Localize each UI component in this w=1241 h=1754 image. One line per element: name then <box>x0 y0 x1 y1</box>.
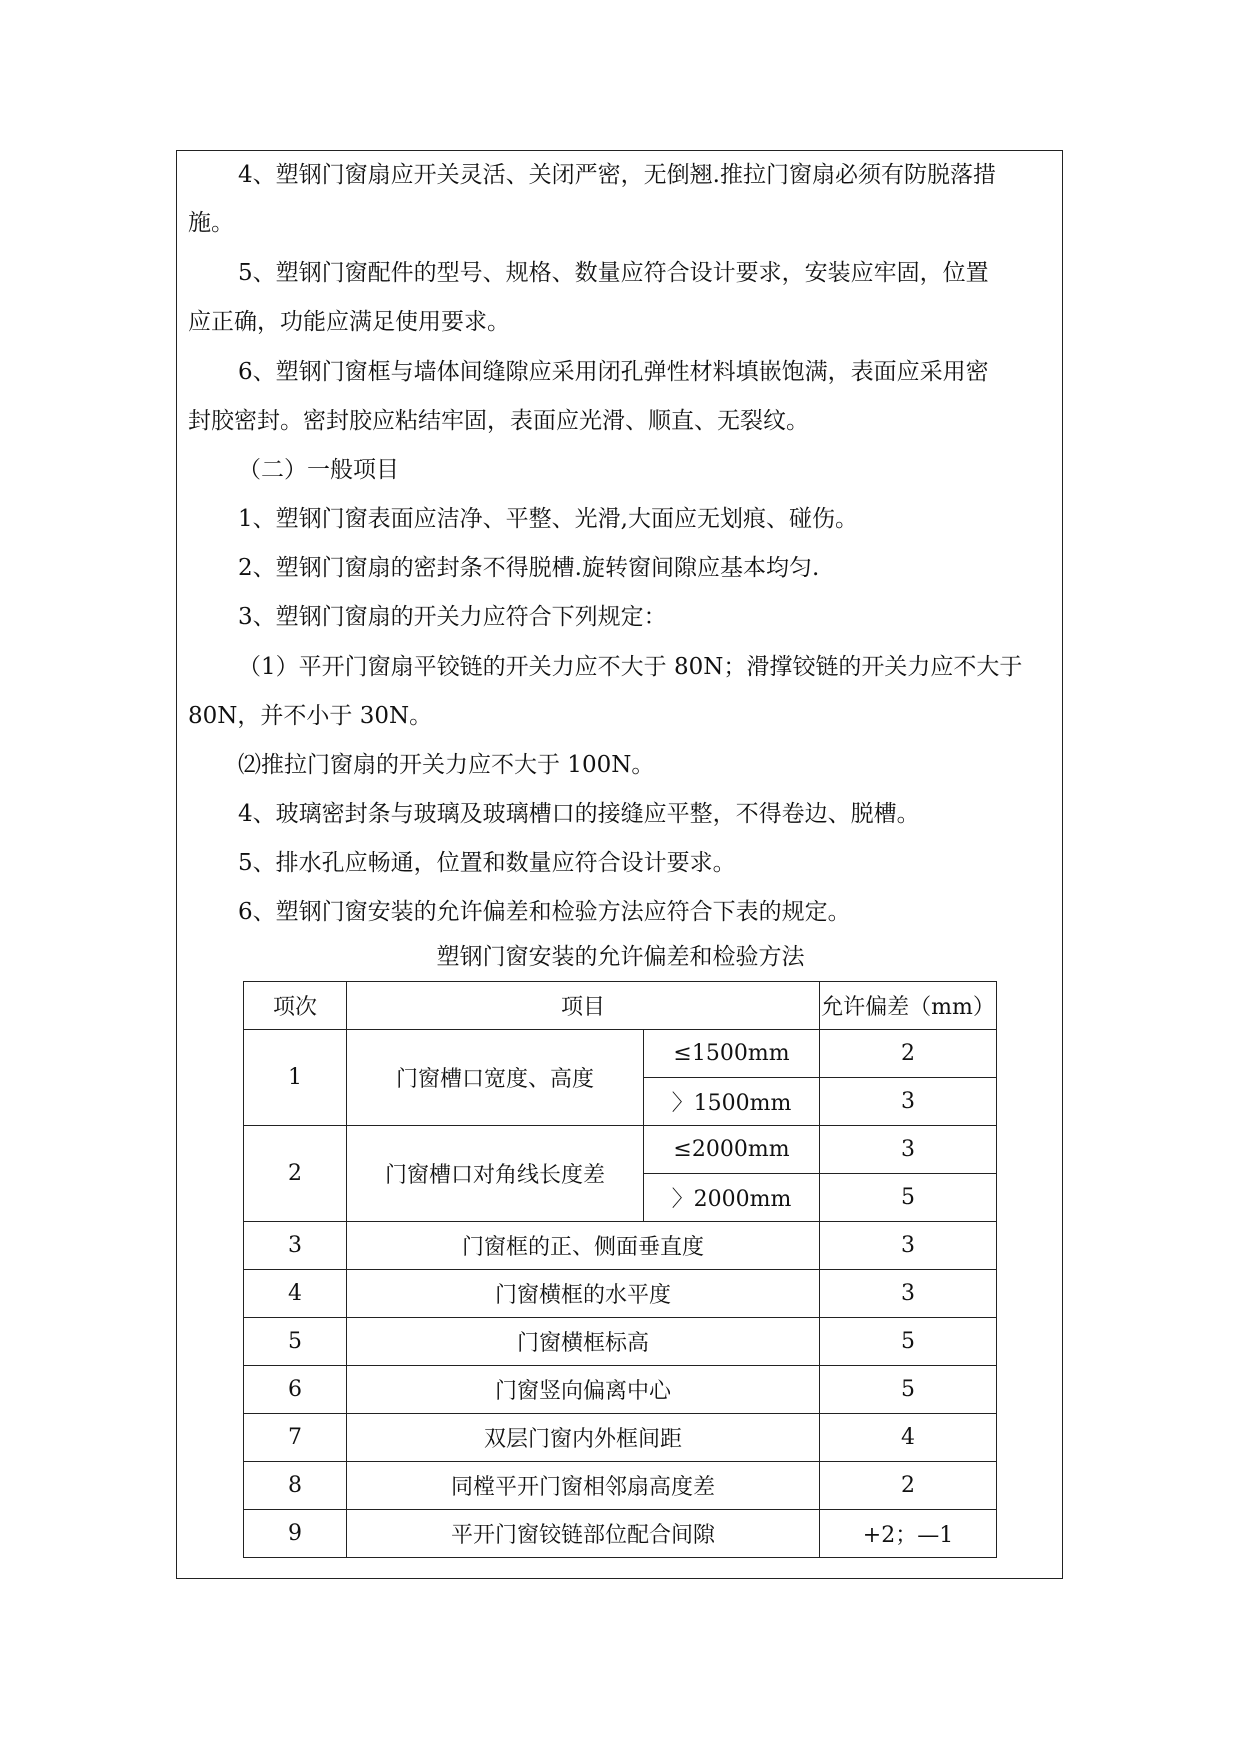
table-row <box>244 1462 997 1510</box>
row-value: 3 <box>820 1078 997 1126</box>
table-row <box>244 1030 997 1078</box>
row-item: 双层门窗内外框间距 <box>347 1414 820 1462</box>
section-heading: （二）一般项目 <box>238 457 399 483</box>
table-header-row <box>244 982 997 1030</box>
row-item: 门窗框的正、侧面垂直度 <box>347 1222 820 1270</box>
general-item-3-1-line-2: 80N，并不小于 30N。 <box>188 703 433 729</box>
row-condition: 〉2000mm <box>644 1174 820 1222</box>
general-item-6: 6、塑钢门窗安装的允许偏差和检验方法应符合下表的规定。 <box>238 899 851 925</box>
general-item-4: 4、玻璃密封条与玻璃及玻璃槽口的接缝应平整，不得卷边、脱槽。 <box>238 801 920 827</box>
paragraph-4-line-1: 4、塑钢门窗扇应开关灵活、关闭严密，无倒翘.推拉门窗扇必须有防脱落措 <box>238 162 996 188</box>
paragraph-4-line-2: 施。 <box>188 210 234 236</box>
row-value: 2 <box>820 1462 997 1510</box>
table-title: 塑钢门窗安装的允许偏差和检验方法 <box>436 944 805 970</box>
paragraph-5-line-2: 应正确，功能应满足使用要求。 <box>188 309 510 335</box>
table-row <box>244 1510 997 1558</box>
row-value: 3 <box>820 1222 997 1270</box>
general-item-3-1-line-1: （1）平开门窗扇平铰链的开关力应不大于 80N；滑撑铰链的开关力应不大于 <box>238 654 1023 680</box>
row-value: 5 <box>820 1174 997 1222</box>
row-no: 3 <box>244 1222 347 1270</box>
row-condition: ≤2000mm <box>644 1126 820 1174</box>
row-value: 5 <box>820 1318 997 1366</box>
row-item: 门窗槽口宽度、高度 <box>347 1030 644 1126</box>
paragraph-6-line-1: 6、塑钢门窗框与墙体间缝隙应采用闭孔弹性材料填嵌饱满，表面应采用密 <box>238 359 989 385</box>
row-item: 门窗横框标高 <box>347 1318 820 1366</box>
general-item-3-2: ⑵推拉门窗扇的开关力应不大于 100N。 <box>238 752 655 778</box>
row-value: 2 <box>820 1030 997 1078</box>
row-value: 3 <box>820 1126 997 1174</box>
header-no: 项次 <box>244 982 347 1030</box>
row-value: 4 <box>820 1414 997 1462</box>
row-no: 6 <box>244 1366 347 1414</box>
row-item: 门窗槽口对角线长度差 <box>347 1126 644 1222</box>
header-item: 项目 <box>347 982 820 1030</box>
row-value: +2；—1 <box>820 1510 997 1558</box>
paragraph-5-line-1: 5、塑钢门窗配件的型号、规格、数量应符合设计要求，安装应牢固，位置 <box>238 260 989 286</box>
paragraph-6-line-2: 封胶密封。密封胶应粘结牢固，表面应光滑、顺直、无裂纹。 <box>188 408 809 434</box>
row-no: 9 <box>244 1510 347 1558</box>
row-no: 7 <box>244 1414 347 1462</box>
table-row <box>244 1366 997 1414</box>
row-no: 8 <box>244 1462 347 1510</box>
general-item-1: 1、塑钢门窗表面应洁净、平整、光滑,大面应无划痕、碰伤。 <box>238 506 858 532</box>
row-no: 4 <box>244 1270 347 1318</box>
row-item: 门窗竖向偏离中心 <box>347 1366 820 1414</box>
row-value: 5 <box>820 1366 997 1414</box>
row-condition: 〉1500mm <box>644 1078 820 1126</box>
row-no: 5 <box>244 1318 347 1366</box>
table-row <box>244 1270 997 1318</box>
row-item: 同樘平开门窗相邻扇高度差 <box>347 1462 820 1510</box>
table-row <box>244 1126 997 1174</box>
row-no: 1 <box>244 1030 347 1126</box>
table-row <box>244 1222 997 1270</box>
row-condition: ≤1500mm <box>644 1030 820 1078</box>
row-item: 门窗横框的水平度 <box>347 1270 820 1318</box>
tolerance-table <box>243 981 997 1558</box>
general-item-3: 3、塑钢门窗扇的开关力应符合下列规定： <box>238 604 667 630</box>
table-row <box>244 1414 997 1462</box>
table-row <box>244 1318 997 1366</box>
row-value: 3 <box>820 1270 997 1318</box>
row-no: 2 <box>244 1126 347 1222</box>
header-tolerance: 允许偏差（mm） <box>820 982 997 1030</box>
row-item: 平开门窗铰链部位配合间隙 <box>347 1510 820 1558</box>
general-item-2: 2、塑钢门窗扇的密封条不得脱槽.旋转窗间隙应基本均匀. <box>238 555 820 581</box>
general-item-5: 5、排水孔应畅通，位置和数量应符合设计要求。 <box>238 850 736 876</box>
